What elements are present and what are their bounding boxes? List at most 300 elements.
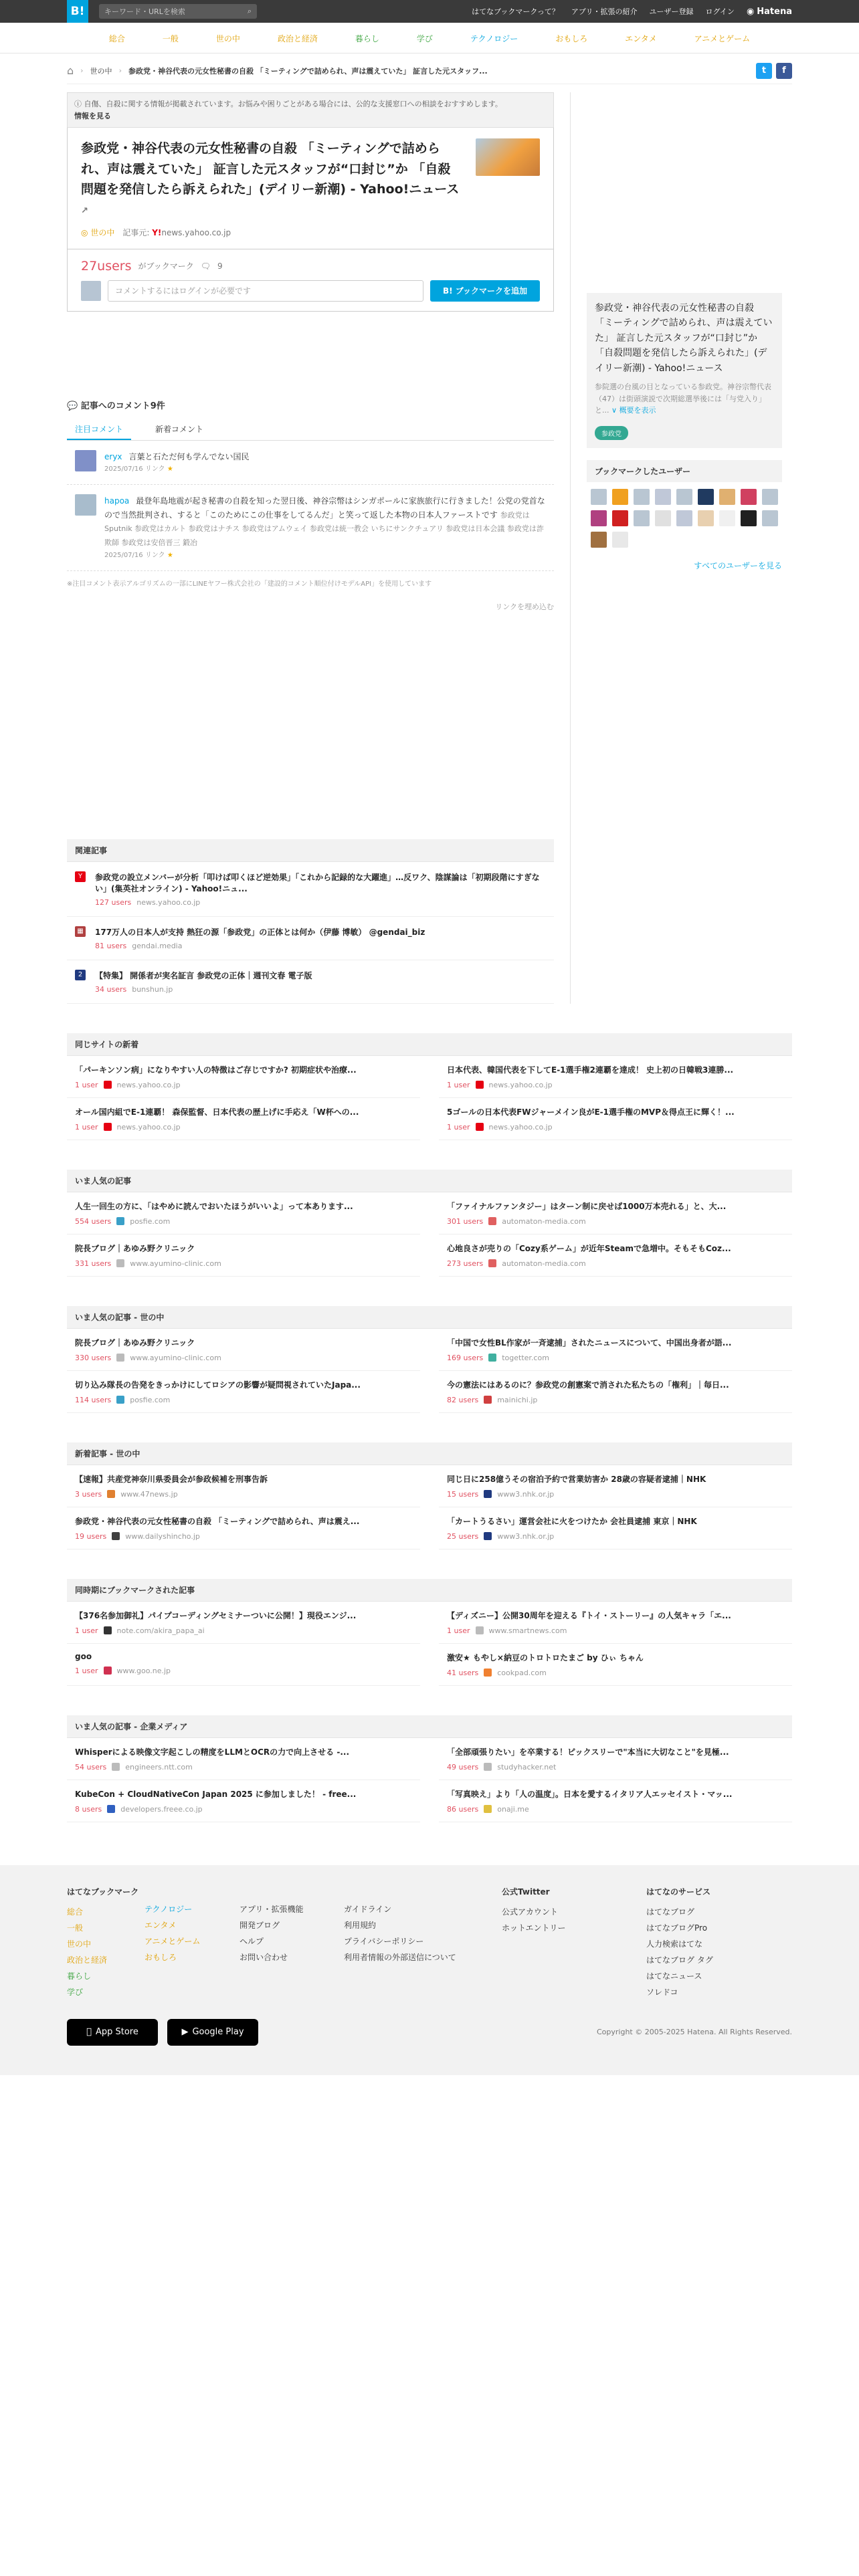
article-domain[interactable]: mainichi.jp [497, 1395, 538, 1404]
article-meta [75, 1081, 412, 1089]
site-favicon-icon [484, 1763, 492, 1771]
article-item[interactable] [439, 1098, 792, 1140]
category-tab[interactable]: 総合 [108, 33, 125, 43]
article-title[interactable]: 今の憲法にはあるのに？参政党の創憲案で消された私たちの「権利」｜毎日... [447, 1380, 729, 1390]
article-item[interactable] [439, 1602, 792, 1644]
article-item[interactable] [439, 1780, 792, 1822]
hatena-brand[interactable] [747, 7, 792, 17]
facebook-icon: f [782, 66, 786, 76]
article-users[interactable]: 1 user [75, 1626, 98, 1635]
article-item[interactable] [67, 1738, 420, 1780]
footer-col-twitter [502, 1884, 646, 2000]
article-item[interactable] [439, 1738, 792, 1780]
article-users[interactable]: 169 users [447, 1353, 484, 1362]
user-avatar[interactable] [591, 510, 607, 526]
comment-date[interactable]: 2025/07/16 [104, 551, 143, 559]
site-favicon-icon [484, 1396, 492, 1404]
category-tab[interactable]: 暮らし [355, 33, 379, 43]
article-title[interactable]: 院長ブログ｜あゆみ野クリニック [75, 1337, 195, 1348]
source-domain[interactable]: news.yahoo.co.jp [161, 227, 231, 237]
site-favicon-icon [476, 1081, 484, 1089]
article-title[interactable]: 同じ日に258億うその宿泊予約で営業妨害か 28歳の容疑者逮捕｜NHK [447, 1474, 706, 1484]
article-domain[interactable]: www.dailyshincho.jp [125, 1531, 200, 1541]
article-meta [447, 1490, 784, 1499]
article-users[interactable]: 331 users [75, 1259, 112, 1268]
site-favicon-icon [112, 1763, 120, 1771]
comment-tabs [67, 419, 554, 441]
site-favicon-icon [104, 1123, 112, 1131]
footer-link[interactable]: 人力検索はてな [646, 1939, 703, 1949]
footer [0, 1865, 859, 2075]
article-users[interactable]: 1 user [75, 1666, 98, 1675]
article-meta [75, 1532, 412, 1541]
article-domain[interactable]: automaton-media.com [502, 1259, 586, 1268]
article-item[interactable] [439, 1192, 792, 1235]
article-users[interactable]: 301 users [447, 1216, 484, 1226]
article-grid [67, 1056, 792, 1140]
site-favicon-icon [484, 1490, 492, 1498]
article-item[interactable] [67, 1329, 420, 1371]
external-link-icon[interactable]: ↗ [81, 206, 88, 217]
article-domain[interactable]: engineers.ntt.com [125, 1762, 193, 1772]
article-title[interactable]: 「全部頑張りたい」を卒業する！ピックスリーで"本当に大切なこと"を見極... [447, 1747, 729, 1757]
related-title[interactable]: 参政党の設立メンバーが分析「叩けば叩くほど逆効果」「これから記録的な大躍進」…反ワク、陰謀論は「初期段階にすぎない」(集英社オンライン) - Yahoo!ニュ... [95, 872, 540, 893]
article-item[interactable] [67, 1465, 420, 1507]
user-avatar[interactable] [634, 489, 650, 505]
comment-meta [104, 550, 546, 561]
comment-link[interactable]: リンク [145, 465, 165, 473]
article-title[interactable]: 院長ブログ｜あゆみ野クリニック [75, 1243, 195, 1253]
article-title[interactable]: 参政党・神谷代表の元女性秘書の自殺 「ミーティングで詰められ、声は震え... [75, 1516, 360, 1526]
related-title[interactable]: 177万人の日本人が支持 熱狂の源「参政党」の正体とは何か（伊藤 博敏） @gendai_biz [95, 927, 425, 937]
entry-category-label[interactable]: 世の中 [90, 227, 115, 237]
related-title[interactable]: 【特集】 開係者が実名証言 参政党の正体｜週刊文春 電子版 [95, 970, 312, 980]
comment-bubble-icon: 💬 [67, 401, 78, 411]
footer-link[interactable]: ソレドコ [646, 1987, 678, 1997]
article-grid [67, 1329, 792, 1413]
user-avatar[interactable] [676, 510, 692, 526]
footer-link[interactable]: 利用規約 [344, 1920, 377, 1930]
entry-source [122, 227, 231, 238]
star-icon[interactable]: ★ [167, 551, 173, 559]
signup-link[interactable]: ユーザー登録 [649, 7, 694, 16]
footer-link[interactable]: エンタメ [145, 1920, 177, 1930]
user-avatar[interactable] [612, 532, 628, 548]
tab-popular-comments[interactable]: 注目コメント [67, 419, 131, 440]
article-users[interactable]: 8 users [75, 1804, 102, 1814]
article-domain[interactable]: studyhacker.net [497, 1762, 557, 1772]
avatar [81, 281, 101, 301]
footer-link[interactable]: はてなブログPro [646, 1923, 708, 1933]
entry-title-text[interactable]: 参政党・神谷代表の元女性秘書の自殺 「ミーティングで詰められ、声は震えていた」 証言した元スタッフが“口封じ”か 「自殺問題を発信したら訴えられた」(デイリー新潮) - Yahoo!ニュース [81, 141, 460, 197]
article-item[interactable] [67, 1235, 420, 1277]
site-favicon-icon [104, 1667, 112, 1675]
info-icon: ⓘ [74, 100, 82, 108]
footer-link[interactable]: ホットエントリー [502, 1923, 566, 1933]
article-title[interactable]: 「パーキンソン病」になりやすい人の特徴はご存じですか? 初期症状や治療... [75, 1065, 357, 1075]
footer-col-services [646, 1884, 713, 2000]
article-domain[interactable]: www.ayumino-clinic.com [130, 1259, 221, 1268]
article-item[interactable] [439, 1056, 792, 1098]
app-store-button[interactable] [67, 2019, 158, 2046]
article-title[interactable]: Whisperによる映像文字起こしの精度をLLMとOCRの力で向上させる -... [75, 1747, 350, 1757]
chevron-right-icon: › [118, 66, 122, 75]
related-item[interactable] [67, 917, 554, 960]
related-users[interactable]: 34 users [95, 984, 127, 994]
user-avatar[interactable] [719, 510, 735, 526]
user-avatar[interactable] [591, 489, 607, 505]
article-grid [67, 1465, 792, 1549]
footer-link[interactable]: はてなニュース [646, 1971, 702, 1981]
article-title[interactable]: 「中国で女性BL作家が一斉逮捕」されたニュースについて、中国出身者が語... [447, 1337, 732, 1348]
side-column [587, 92, 782, 1004]
footer-link[interactable]: 暮らし [67, 1971, 92, 1981]
hatena-bookmark-logo[interactable]: B! [67, 0, 88, 23]
users-count[interactable]: 27users [81, 258, 132, 274]
footer-link[interactable]: お問い合わせ [240, 1952, 288, 1962]
site-favicon-icon [107, 1805, 115, 1813]
article-users[interactable]: 330 users [75, 1353, 112, 1362]
comment-meta [104, 463, 546, 475]
article-users[interactable]: 1 user [447, 1122, 470, 1132]
article-meta [75, 1805, 412, 1814]
facebook-share-button[interactable] [776, 63, 792, 79]
comment-date[interactable]: 2025/07/16 [104, 465, 143, 473]
article-title[interactable]: KubeCon + CloudNativeCon Japan 2025 に参加しました！ - free... [75, 1789, 357, 1799]
related-domain[interactable]: gendai.media [132, 941, 183, 950]
article-domain[interactable]: www3.nhk.or.jp [497, 1531, 555, 1541]
site-favicon-icon [116, 1396, 124, 1404]
article-section [67, 1033, 792, 1140]
related-meta [95, 985, 546, 994]
article-meta [75, 1667, 412, 1675]
entry-title[interactable] [81, 138, 462, 220]
article-item[interactable] [439, 1465, 792, 1507]
article-users[interactable]: 1 user [75, 1122, 98, 1132]
user-avatar[interactable] [719, 489, 735, 505]
comment-body [104, 450, 546, 475]
article-users[interactable]: 1 user [75, 1080, 98, 1089]
user-avatar[interactable] [741, 510, 757, 526]
comment-user[interactable]: hapoa [104, 496, 130, 506]
footer-link[interactable]: ヘルプ [240, 1936, 264, 1946]
article-meta [75, 1123, 412, 1132]
article-meta [447, 1396, 784, 1404]
article-section [67, 1170, 792, 1277]
article-domain[interactable]: www.ayumino-clinic.com [130, 1353, 221, 1362]
apps-link[interactable]: アプリ・拡張の紹介 [571, 7, 638, 16]
app-store-label: App Store [93, 2027, 136, 2038]
show-summary-link[interactable]: ∨ 概要を表示 [611, 406, 656, 415]
footer-heading: 公式Twitter [502, 1887, 550, 1897]
twitter-share-button[interactable] [756, 63, 772, 79]
category-tab[interactable]: テクノロジー [470, 33, 518, 43]
article-meta [447, 1259, 784, 1268]
article-users[interactable]: 15 users [447, 1489, 479, 1499]
comment-body [104, 494, 546, 560]
notice-link[interactable]: 情報を見る [74, 111, 111, 120]
embed-link[interactable]: リンクを埋め込む [495, 602, 554, 611]
user-avatar[interactable] [676, 489, 692, 505]
article-domain[interactable]: www.goo.ne.jp [116, 1666, 171, 1675]
related-item[interactable] [67, 960, 554, 1004]
site-favicon-icon: 2 [75, 970, 86, 980]
site-favicon-icon [484, 1532, 492, 1540]
article-domain[interactable]: news.yahoo.co.jp [488, 1122, 553, 1132]
summary-title: 参政党・神谷代表の元女性秘書の自殺 「ミーティングで詰められ、声は震えていた」 証言した元スタッフが“口封じ”か 「自殺問題を発信したら訴えられた」(デイリー新潮) - Yahoo!ニュース [595, 303, 773, 374]
search-input[interactable] [99, 4, 257, 19]
article-meta [447, 1081, 784, 1089]
article-title[interactable]: 激安★ もやし×納豆のトロトロたまご by ひぃ ちゃん [447, 1652, 644, 1662]
footer-link[interactable]: 世の中 [67, 1939, 92, 1949]
article-meta [447, 1123, 784, 1132]
site-favicon-icon [484, 1669, 492, 1677]
related-domain[interactable]: bunshun.jp [132, 984, 173, 994]
article-users[interactable]: 1 user [447, 1626, 470, 1635]
share-buttons [756, 63, 792, 79]
article-title[interactable]: 「写真映え」より「人の温度」。日本を愛するイタリア人エッセイスト・マッ... [447, 1789, 733, 1799]
users-label: がブックマーク [138, 261, 194, 272]
copyright: Copyright © 2005-2025 Hatena. All Rights Reserved. [596, 2028, 792, 2037]
article-title[interactable]: 日本代表、韓国代表を下してE-1選手権2連覇を達成！ 史上初の日韓戦3連勝... [447, 1065, 734, 1075]
article-domain[interactable]: www.47news.jp [120, 1489, 178, 1499]
article-title[interactable]: 【速報】共産党神奈川県委員会が参政候補を刑事告訴 [75, 1474, 268, 1484]
google-play-button[interactable] [167, 2019, 258, 2046]
entry-thumbnail[interactable] [476, 138, 540, 176]
article-users[interactable]: 86 users [447, 1804, 479, 1814]
section-heading: いま人気の記事 - 企業メディア [67, 1715, 792, 1738]
user-avatar[interactable] [698, 489, 714, 505]
comment-user[interactable]: eryx [104, 451, 122, 461]
footer-link[interactable]: はてなブログ [646, 1907, 695, 1917]
login-link[interactable]: ログイン [705, 7, 735, 16]
twitter-icon: t [761, 66, 767, 76]
article-domain[interactable]: togetter.com [502, 1353, 549, 1362]
bookmark-bar [67, 249, 554, 312]
avatar[interactable] [75, 450, 96, 471]
user-avatar[interactable] [655, 489, 671, 505]
category-tab[interactable]: エンタメ [625, 33, 657, 43]
self-harm-notice [67, 92, 554, 128]
article-domain[interactable]: automaton-media.com [502, 1216, 586, 1226]
google-play-label: Google Play [192, 2027, 244, 2038]
avatar[interactable] [75, 494, 96, 516]
play-icon: ▶ [181, 2027, 189, 2038]
footer-link[interactable]: 政治と経済 [67, 1955, 108, 1965]
comments-heading-text: 記事へのコメント9件 [80, 401, 165, 411]
site-favicon-icon [104, 1081, 112, 1089]
site-favicon-icon [484, 1805, 492, 1813]
footer-link[interactable]: ガイドライン [344, 1904, 392, 1914]
star-icon[interactable]: ★ [167, 465, 173, 473]
footer-link[interactable]: 学び [67, 1987, 84, 1997]
home-icon[interactable]: ⌂ [67, 64, 74, 77]
article-domain[interactable]: news.yahoo.co.jp [116, 1080, 181, 1089]
article-meta [75, 1490, 412, 1499]
article-item[interactable] [439, 1329, 792, 1371]
breadcrumb [67, 58, 792, 84]
article-users[interactable]: 273 users [447, 1259, 484, 1268]
article-title[interactable]: 5ゴールの日本代表FWジャーメイン良がE-1選手権のMVP＆得点王に輝く！... [447, 1107, 735, 1117]
article-users[interactable]: 554 users [75, 1216, 112, 1226]
footer-link[interactable]: 公式アカウント [502, 1907, 558, 1917]
article-title[interactable]: goo [75, 1651, 92, 1661]
article-item[interactable] [67, 1192, 420, 1235]
category-tab[interactable]: おもしろ [555, 33, 588, 43]
site-favicon-icon [116, 1259, 124, 1267]
article-domain[interactable]: www3.nhk.or.jp [497, 1489, 555, 1499]
article-title[interactable]: 「カートうるさい」運営会社に火をつけたか 会社員逮捕 東京｜NHK [447, 1516, 697, 1526]
article-domain[interactable]: note.com/akira_papa_ai [116, 1626, 205, 1635]
main-column [67, 92, 554, 1004]
comment-text: 言葉と石ただ何も学んでない国民 [128, 451, 250, 461]
column-divider [570, 92, 571, 1004]
search-icon[interactable]: ⌕ [247, 7, 252, 15]
section-heading: いま人気の記事 [67, 1170, 792, 1192]
comment-item [67, 441, 554, 485]
article-item[interactable] [439, 1371, 792, 1413]
article-users[interactable]: 54 users [75, 1762, 107, 1772]
article-title[interactable]: 「ファイナルファンタジー」はターン制に戻せば1000万本売れる」と、大... [447, 1201, 727, 1211]
article-item[interactable] [67, 1371, 420, 1413]
article-grid [67, 1738, 792, 1822]
footer-col-policy [344, 1884, 502, 2000]
footer-link[interactable]: アプリ・拡張機能 [240, 1904, 304, 1914]
tab-new-comments[interactable]: 新着コメント [155, 424, 204, 434]
article-users[interactable]: 41 users [447, 1668, 479, 1677]
article-meta [75, 1396, 412, 1404]
entry-category[interactable] [81, 227, 114, 238]
article-domain[interactable]: www.smartnews.com [488, 1626, 567, 1635]
about-link[interactable]: はてなブックマークって？ [472, 7, 559, 16]
article-users[interactable]: 49 users [447, 1762, 479, 1772]
section-heading: 同じサイトの新着 [67, 1033, 792, 1056]
article-title[interactable]: 【ディズニー】公開30周年を迎える『トイ・ストーリー』の人気キャラ「エ... [447, 1610, 731, 1620]
breadcrumb-section[interactable]: 世の中 [90, 66, 112, 76]
article-meta [447, 1626, 784, 1635]
user-avatar[interactable] [612, 489, 628, 505]
comment-tags[interactable]: 参政党はSputnik 参政党はカルト 参政党はナチス 参政党はアムウェイ 参政党は統一教会 いちにサンクチュアリ 参政党は日本会議 参政党は詐欺師 参政党は安倍晋三 鍛冶 [104, 510, 544, 547]
bookmark-user-avatars [587, 482, 782, 554]
article-domain[interactable]: cookpad.com [497, 1668, 547, 1677]
footer-link[interactable]: テクノロジー [145, 1904, 193, 1914]
article-meta [75, 1259, 412, 1268]
comment-link[interactable]: リンク [145, 551, 165, 559]
footer-link[interactable]: おもしろ [145, 1952, 177, 1962]
related-item[interactable] [67, 862, 554, 917]
article-title[interactable]: 人生一回生の方に、「はやめに読んでおいたほうがいいよ」って本あります... [75, 1201, 353, 1211]
article-users[interactable]: 1 user [447, 1080, 470, 1089]
article-title[interactable]: 切り込み隊長の告発をきっかけにしてロシアの影響が疑問視されていたJapa... [75, 1380, 361, 1390]
entry-summary [587, 293, 782, 448]
article-title[interactable]: オール国内組でE-1連覇！ 森保監督、日本代表の歴上げに手応え「W杯への... [75, 1107, 359, 1117]
article-section [67, 1442, 792, 1549]
article-title[interactable]: 【376名参加御礼】パイプコーディングセミナーついに公開！】現役エンジ... [75, 1610, 357, 1620]
related-users[interactable]: 127 users [95, 897, 132, 907]
footer-link[interactable]: 利用者情報の外部送信について [344, 1952, 456, 1962]
article-users[interactable]: 25 users [447, 1531, 479, 1541]
section-heading: 新着記事 - 世の中 [67, 1442, 792, 1465]
footer-link[interactable]: 開発ブログ [240, 1920, 280, 1930]
article-users[interactable]: 82 users [447, 1395, 479, 1404]
article-domain[interactable]: news.yahoo.co.jp [488, 1080, 553, 1089]
article-meta [75, 1626, 412, 1635]
article-item[interactable] [67, 1056, 420, 1098]
add-bookmark-button[interactable]: B! ブックマークを追加 [430, 280, 540, 302]
comment-input[interactable]: コメントするにはログインが必要です [108, 280, 423, 302]
article-item[interactable] [67, 1602, 420, 1644]
article-domain[interactable]: posfie.com [130, 1216, 171, 1226]
article-section [67, 1579, 792, 1686]
article-item[interactable] [67, 1780, 420, 1822]
user-avatar[interactable] [698, 510, 714, 526]
user-avatar[interactable] [741, 489, 757, 505]
category-tab[interactable]: 学び [416, 33, 433, 43]
footer-link[interactable]: 総合 [67, 1907, 84, 1917]
footer-heading: はてなブックマーク [67, 1887, 139, 1897]
show-summary-label[interactable]: 概要を表示 [619, 406, 656, 415]
footer-col-categories-2 [145, 1884, 240, 2000]
article-domain[interactable]: posfie.com [130, 1395, 171, 1404]
category-tab[interactable]: 一般 [162, 33, 179, 43]
article-users[interactable]: 3 users [75, 1489, 102, 1499]
article-grid [67, 1602, 792, 1686]
article-item[interactable] [67, 1507, 420, 1549]
article-domain[interactable]: news.yahoo.co.jp [116, 1122, 181, 1132]
category-tab[interactable]: 政治と経済 [277, 33, 318, 43]
article-item[interactable] [439, 1235, 792, 1277]
footer-link[interactable]: アニメとゲーム [145, 1936, 201, 1946]
user-avatar[interactable] [612, 510, 628, 526]
article-item[interactable] [67, 1098, 420, 1140]
article-users[interactable]: 19 users [75, 1531, 107, 1541]
user-avatar[interactable] [634, 510, 650, 526]
category-tab[interactable]: 世の中 [215, 33, 240, 43]
hatena-pin-icon: ◉ [746, 6, 755, 17]
all-users-link[interactable]: すべてのユーザーを見る [694, 560, 782, 570]
article-item[interactable] [439, 1507, 792, 1549]
article-item[interactable] [67, 1644, 420, 1686]
user-avatar[interactable] [762, 510, 778, 526]
footer-col-app [240, 1884, 344, 2000]
article-domain[interactable]: developers.freee.co.jp [120, 1804, 203, 1814]
user-avatar[interactable] [655, 510, 671, 526]
site-favicon-icon [112, 1532, 120, 1540]
site-favicon-icon [107, 1490, 115, 1498]
category-nav [0, 23, 859, 53]
footer-link[interactable]: はてなブログ タグ [646, 1955, 713, 1965]
user-avatar[interactable] [591, 532, 607, 548]
article-meta [447, 1763, 784, 1772]
category-icon: ◎ [81, 227, 88, 237]
related-users[interactable]: 81 users [95, 941, 127, 950]
related-domain[interactable]: news.yahoo.co.jp [136, 897, 201, 907]
article-users[interactable]: 114 users [75, 1395, 112, 1404]
category-tab[interactable]: アニメとゲーム [694, 33, 751, 43]
article-meta [447, 1805, 784, 1814]
tag-badge[interactable]: 参政党 [595, 426, 628, 440]
article-meta [75, 1217, 412, 1226]
user-avatar[interactable] [762, 489, 778, 505]
footer-link[interactable]: プライバシーポリシー [344, 1936, 424, 1946]
footer-link[interactable]: 一般 [67, 1923, 84, 1933]
comment-icon: 🗨 [200, 261, 211, 271]
article-title[interactable]: 心地良さが売りの「Cozy系ゲーム」が近年Steamで急増中。そもそもCoz... [447, 1243, 731, 1253]
article-domain[interactable]: onaji.me [497, 1804, 529, 1814]
article-item[interactable] [439, 1644, 792, 1686]
comment-item [67, 485, 554, 570]
source-label: 記事元: [122, 227, 150, 237]
